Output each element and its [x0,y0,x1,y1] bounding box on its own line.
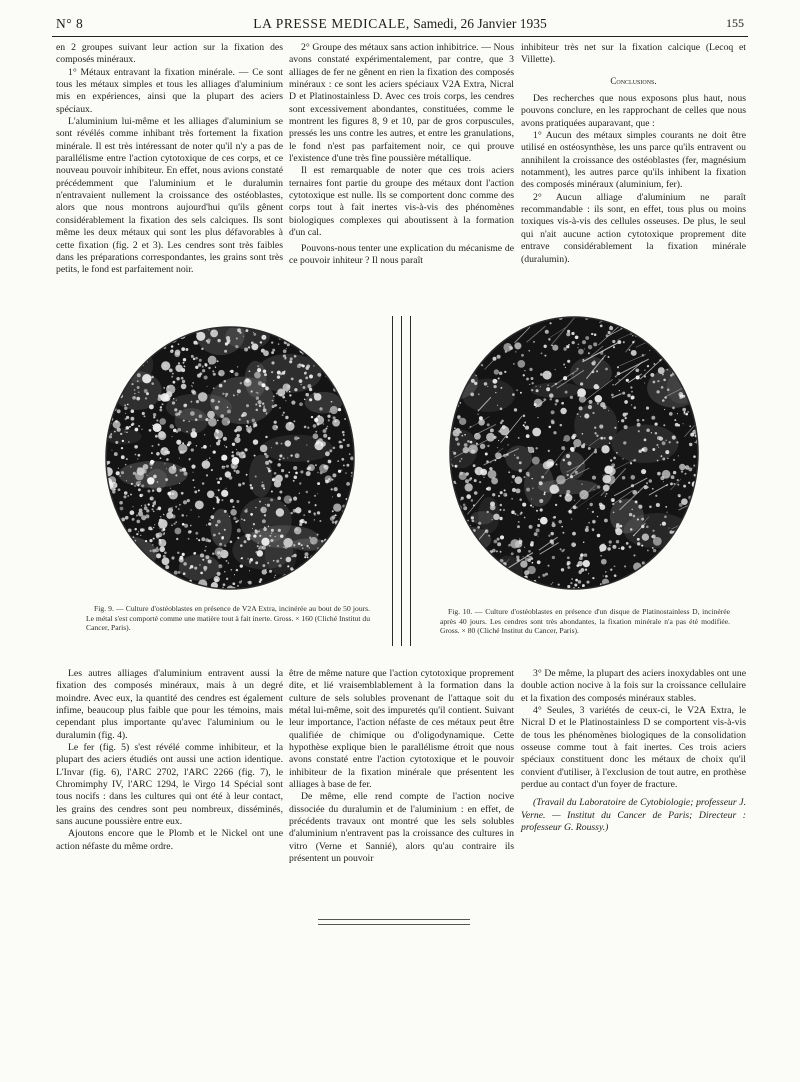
figure-10-image [448,315,700,591]
paragraph: De même, elle rend compte de l'action nocive dissociée du duralumin et de l'aluminium : en effet, de précédents travaux ont montré que les sels solubles d'aluminium n'entravent pas la croissance des cultures in vitro (Verne et Sannié), alors qu'au contraire ils présentent un pouvoir [289,791,514,865]
top-column-3 [521,42,746,266]
bottom-column-1 [56,668,283,853]
paragraph: en 2 groupes suivant leur action sur la fixation des composés minéraux. [56,42,283,66]
paragraph: 4° Seules, 3 variétés de ceux-ci, le V2A Extra, le Nicral D et le Platinostainless D se comportent vis-à-vis de tous les phénomènes biologiques de la consolidation osseuse comme tout à fait inertes. Ces trois aciers spéciaux constituent donc les métaux de choix qu'il convient d'utiliser, à l'exclusion de tout autre, en prothèse perdue au contact d'un foyer de fracture. [521,705,746,791]
end-rule [318,919,470,920]
lab-credit: (Travail du Laboratoire de Cytobiologie; professeur J. Verne. — Institut du Cancer de Paris; Directeur : professeur G. Roussy.) [521,797,746,834]
caption-text: Fig. 9. — Culture d'ostéoblastes en présence de V2A Extra, incinérée au bout de 50 jours. Le métal s'est comporté comme une matière tout à fait inerte. Gross. × 160 (Cliché Institut du Cancer, Paris). [86,604,371,633]
figure-9-micrograph [104,325,356,591]
issue-number: N° 8 [56,16,84,31]
paragraph: Ajoutons encore que le Plomb et le Nickel ont une action néfaste du même ordre. [56,828,283,852]
section-heading-conclusions: Conclusions. [610,75,657,86]
paragraph: Pouvons-nous tenter une explication du mécanisme de ce pouvoir inhiteur ? Il nous paraît [289,242,514,266]
bottom-column-3 [521,668,746,834]
paragraph: Il est remarquable de noter que ces trois aciers ternaires font partie du groupe des métaux dont l'action cytotoxique est nulle. Ils se comportent donc comme des corps tout à fait inertes vis-à-vis des phénomènes biologiques complexes qui aboutissent à la formation d'un cal. [289,165,514,239]
paragraph: inhibiteur très net sur la fixation calcique (Lecoq et Villette). [521,42,746,66]
paragraph: Des recherches que nous exposons plus haut, nous pouvons conclure, en les rapprochant de celles que nous avons pratiquées auparavant, que : [521,93,746,129]
header-title [52,16,748,32]
paragraph: 1° Aucun des métaux simples courants ne doit être utilisé en ostéosynthèse, les uns parce qu'ils entravent ou annihilent la croissance des ostéoblastes (fer, magnésium notamment), les autres parce qu'ils inhibent la fixation des composés minéraux (aluminium, fer). [521,130,746,191]
page-header [52,14,748,37]
journal-name: LA PRESSE MEDICALE, [253,16,410,31]
top-column-1 [56,42,283,277]
paragraph: 1° Métaux entravant la fixation minérale. — Ce sont tous les métaux simples et tous les alliages d'aluminium mis en expériences, ainsi que la plupart des aciers spéciaux. [56,66,283,115]
figure-9-caption [86,604,370,633]
figure-10-micrograph [448,315,700,591]
paragraph: être de même nature que l'action cytotoxique proprement dite, et lié vraisemblablement à la formation dans la culture de sels solubles provenant de l'attaque soit du métal lui-même, soit des impuretés qu'il contient. Suivant leur importance, l'action néfaste de ces métaux peut être qualifiée de chimique ou d'oligodynamique. Cette hypothèse explique bien le parallélisme étroit que nous avons constaté entre l'action cytotoxique et le pouvoir inhibiteur de la fixation minérale que présentent les alliages à base de fer. [289,668,514,791]
paragraph: 2° Aucun alliage d'aluminium ne paraît recommandable : ils sont, en effet, tous plus ou moins toxiques vis-à-vis des cellules osseuses. De plus, le seul qui n'ait aucune action cytotoxique proprement dite entrave considérablement la fixation minérale (duralumin). [521,191,746,265]
issue-date: Samedi, 26 Janvier 1935 [413,16,547,31]
column-separator-lines [392,316,416,646]
end-rule [318,924,470,925]
top-column-2 [289,42,514,267]
paragraph: 2° Groupe des métaux sans action inhibitrice. — Nous avons constaté expérimentalement, par contre, que 3 alliages de fer ne gênent en rien la fixation des composés minéraux : ce sont les aciers spéciaux V2A Extra, Nicral D et Platinostainless D. Avec ces trois corps, les cendres sont excessivement abondantes, constituées, comme le montrent les figures 8, 9 et 10, par de gros corpuscules, pressés les uns contre les autres, et entre les granulations, le fond n'est pas parfaitement noir, ce qui prouve l'existence d'une très fine poussière métallique. [289,42,514,165]
paragraph: Les autres alliages d'aluminium entravent aussi la fixation des composés minéraux, mais à un degré moindre. Avec eux, la quantité des cendres est également infime, beaucoup plus faible que pour les témoins, mais cependant plus importante qu'avec l'aluminium ou le duralumin (fig. 4). [56,668,283,741]
bottom-column-2 [289,668,514,866]
caption-text: Fig. 10. — Culture d'ostéoblastes en présence d'un disque de Platinostainless D, incinérée après 40 jours. Les cendres sont très abondantes, la fixation minérale n'a pas été modifiée. Gross. × 80 (Cliché Institut du Cancer, Paris). [440,607,730,636]
paragraph: L'aluminium lui-même et les alliages d'aluminium se sont révélés comme inhibant très fortement la fixation minérale. Il est très intéressant de noter qu'il n'y a pas de parallélisme entre l'action cytotoxique de ces corps, et ce nouveau pouvoir inhibiteur. En effet, nous avions constaté précédemment que l'aluminium et le duralumin n'entravaient nullement la croissance des ostéoblastes, alors que nous montrons aujourd'hui qu'ils gênent considérablement la fixation des sels calciques. Ils sont même les deux métaux qui sont les plus défavorables à cette fixation (fig. 2 et 3). Les cendres sont très faibles dans les préparations correspondantes, les grains sont très petits, le fond est parfaitement noir. [56,116,283,276]
figure-9-image [104,325,356,591]
figure-10-caption [440,607,730,636]
paragraph: 3° De même, la plupart des aciers inoxydables ont une double action nocive à la fois sur la croissance cellulaire et la fixation des composés minéraux stables. [521,668,746,704]
paragraph: Le fer (fig. 5) s'est révélé comme inhibiteur, et la plupart des aciers étudiés ont aussi une action identique. L'Invar (fig. 6), l'ARC 2702, l'ARC 2266 (fig. 7), le Chromimphy IV, l'ARC 1294, le Virgo 14 Spécial sont tous nocifs : dans les cultures qui ont été à leur contact, les grains des cendres sont peu nombreux, disséminés, sans aucune poussière entre eux. [56,742,283,828]
page-number: 155 [726,16,744,30]
